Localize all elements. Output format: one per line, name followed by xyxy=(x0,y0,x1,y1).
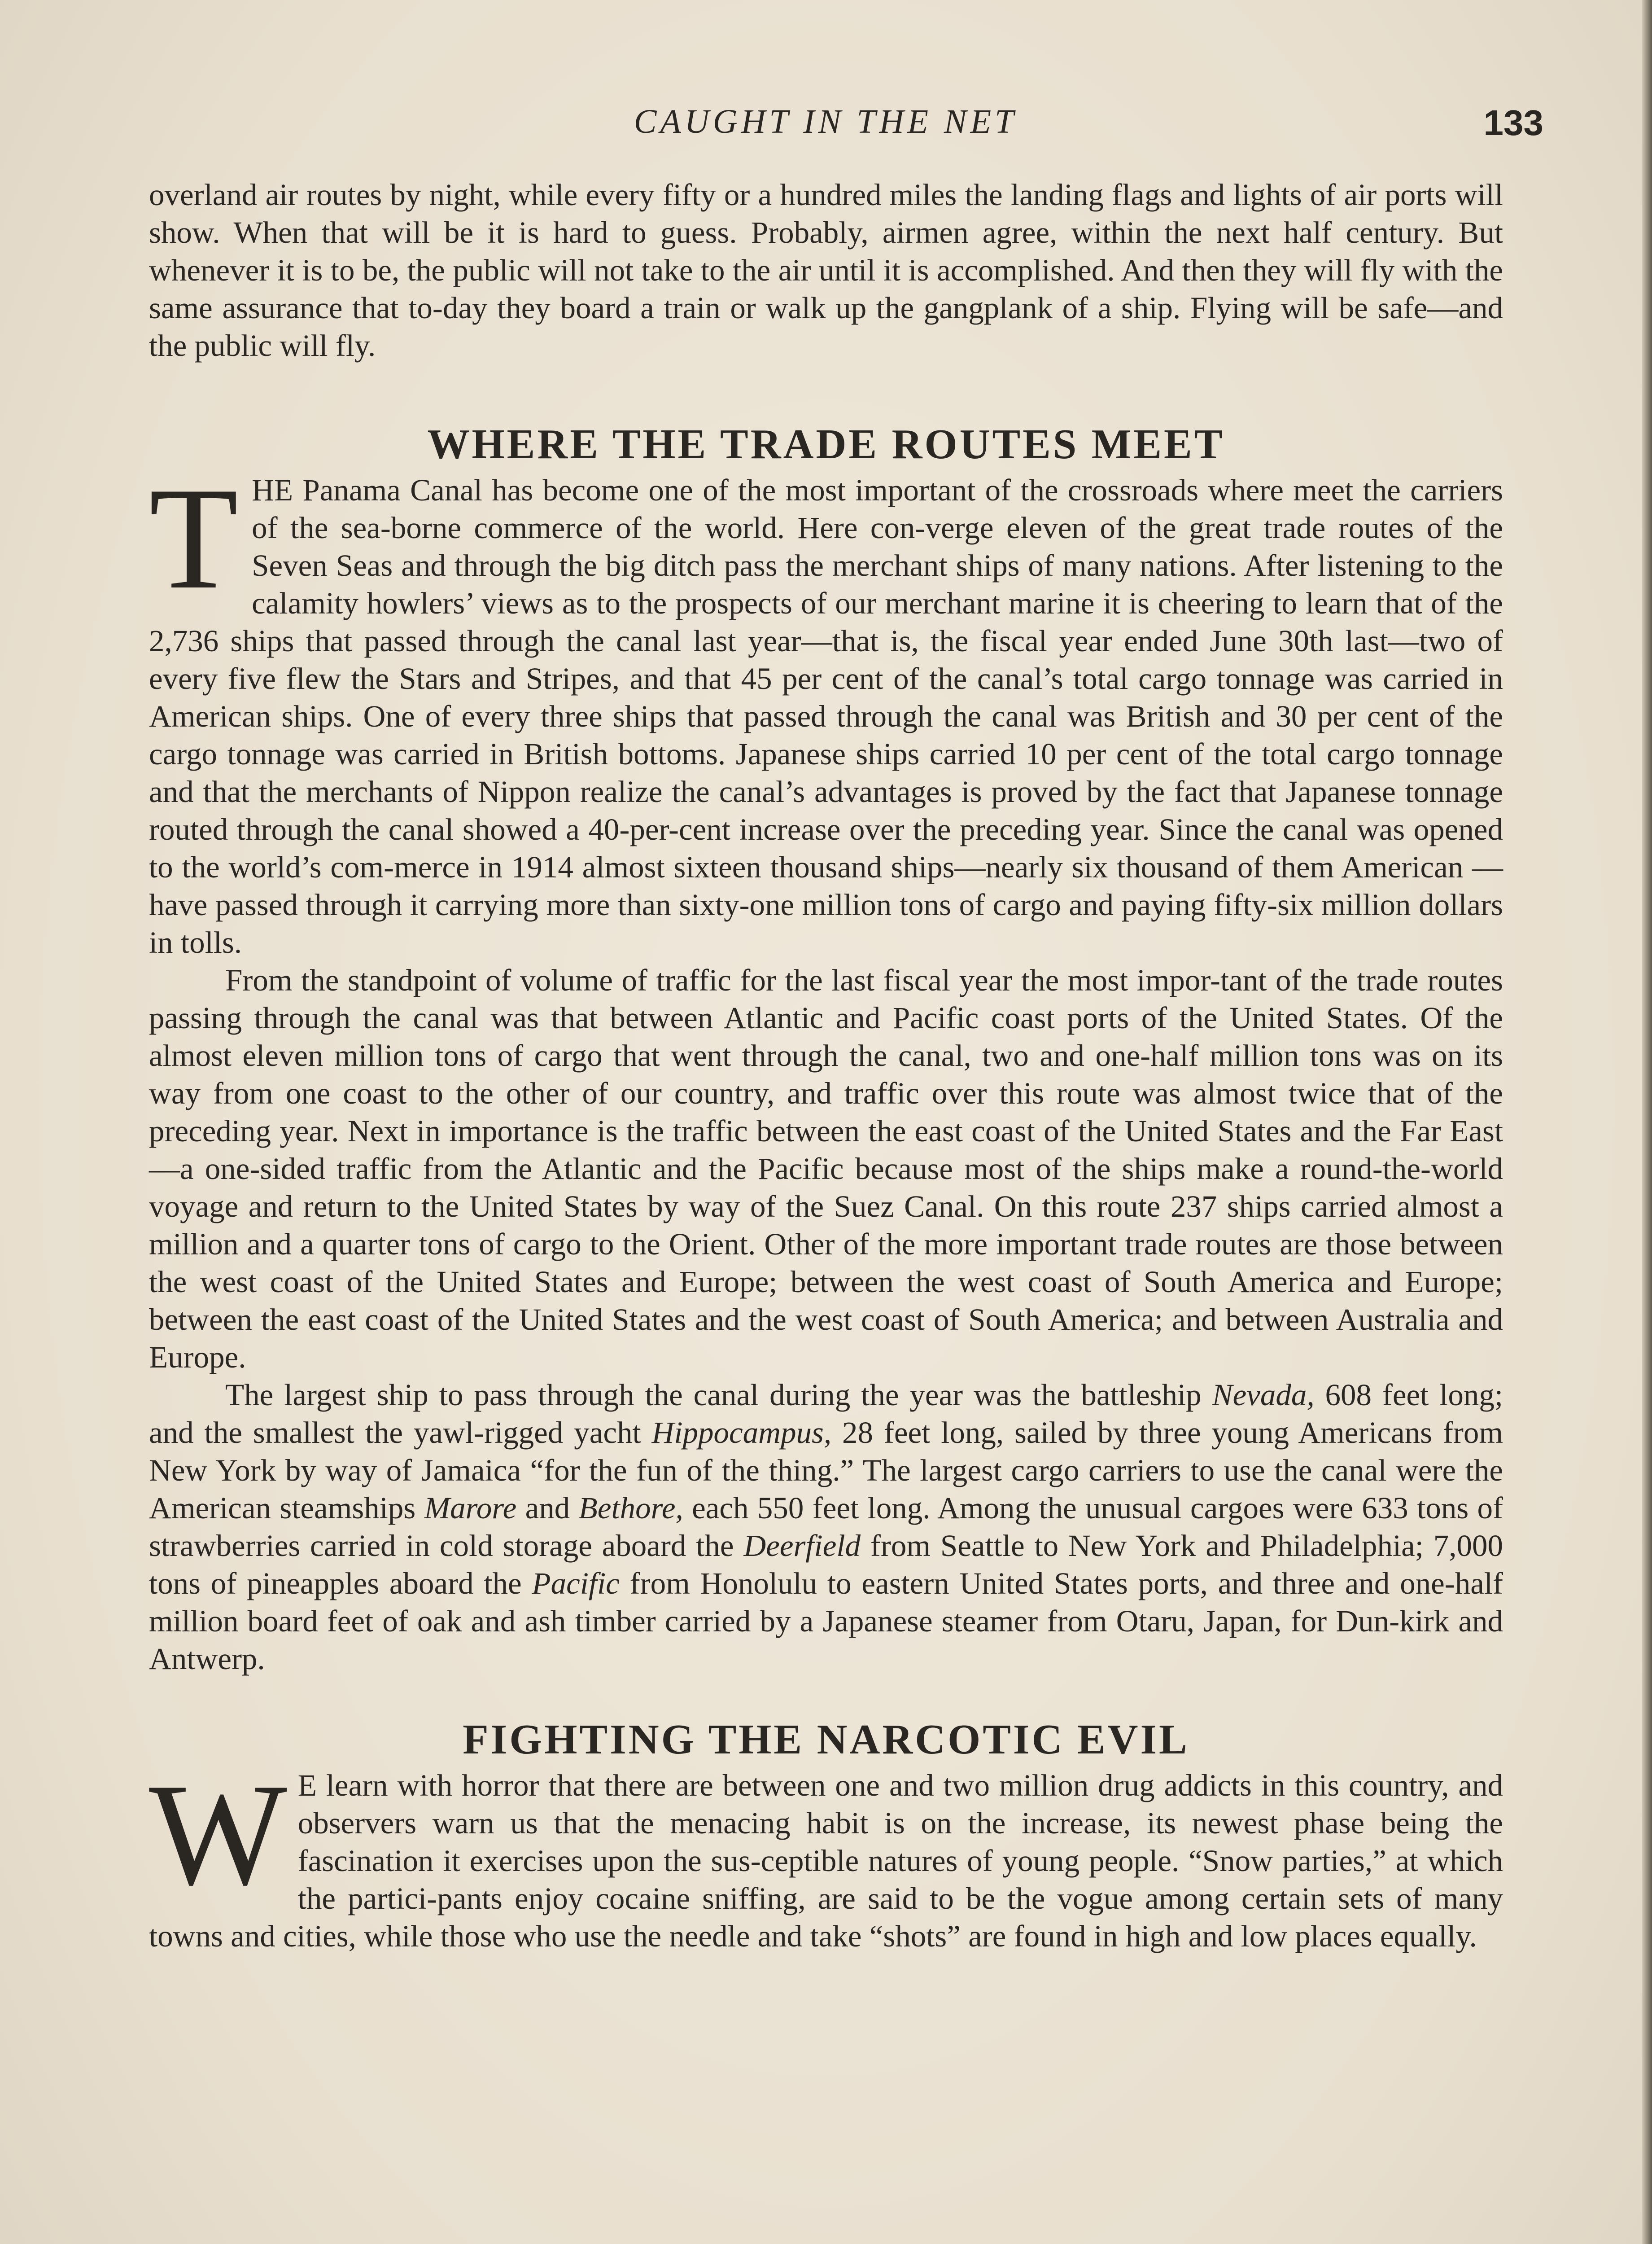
trade-routes-paragraph-1 xyxy=(149,457,1503,961)
ship-name-pacific: Pacific xyxy=(532,1566,620,1600)
ship-name-bethore: Bethore, xyxy=(578,1491,683,1525)
text-run: each 550 feet long. Among the unusual cargoes were 633 tons of strawberries carried in cold storage aboard the xyxy=(149,1491,1503,1563)
ship-name-hippocampus: Hippocampus, xyxy=(651,1416,832,1450)
drop-cap-t: T xyxy=(149,457,239,619)
page-number: 133 xyxy=(1483,103,1543,143)
text-run: from Honolulu to eastern United States ports, and three and one-half million board feet of oak and ash timber carried by a Japanese steamer from Otaru, Japan, for Dun-kirk and Antwerp. xyxy=(149,1566,1503,1676)
trade-routes-paragraph-3 xyxy=(149,1376,1503,1678)
section-heading-narcotic: FIGHTING THE NARCOTIC EVIL xyxy=(463,1716,1189,1763)
text-run: and xyxy=(525,1491,570,1525)
text-run: 28 feet long, sailed by three young Americans from New York by way of Jamaica “for the fun of the thing.” The largest cargo carriers to use the canal were the American steamships xyxy=(149,1416,1503,1525)
drop-cap-w: W xyxy=(149,1753,287,1915)
text-run: 608 feet long; and the smallest the yawl-rigged yacht xyxy=(149,1378,1503,1450)
running-header xyxy=(148,102,1543,143)
narcotic-paragraph-1-text: E learn with horror that there are between one and two million drug addicts in this country, and observers warn us that the menacing habit is on the increase, its newest phase being the fascination it exercises upon the sus-ceptible natures of young people. “Snow parties,” at which the partici-pants enjoy cocaine sniffing, are said to be the vogue among certain sets of many towns and cities, while those who use the needle and take “shots” are found in high and low places equally. xyxy=(149,1768,1503,1953)
running-title: CAUGHT IN THE NET xyxy=(634,103,1018,140)
text-run: from Seattle to New York and Philadelphia; 7,000 tons of pineapples aboard the xyxy=(149,1529,1503,1600)
trade-routes-paragraph-2: From the standpoint of volume of traffic for the last fiscal year the most impor-tant of the trade routes passing through the canal was that between Atlantic and Pacific coast ports of the United States. Of the almost eleven million tons of cargo that went through the canal, two and one-half million tons was on its way from one coast to the other of our country, and traffic over this route was almost twice that of the preceding year. Next in importance is the traffic between the east coast of the United States and the Far East—a one-sided traffic from the Atlantic and the Pacific because most of the ships make a round-the-world voyage and return to the United States by way of the Suez Canal. On this route 237 ships carried almost a million and a quarter tons of cargo to the Orient. Other of the more important trade routes are those between the west coast of the United States and Europe; between the west coast of South America and Europe; between the east coast of the United States and the west coast of South America; and between Australia and Europe. xyxy=(149,963,1503,1374)
ship-name-nevada: Nevada, xyxy=(1212,1378,1315,1412)
article-body xyxy=(149,176,1503,1955)
narcotic-paragraph-1 xyxy=(149,1753,1503,1955)
text-run: The largest ship to pass through the canal during the year was the battleship xyxy=(225,1378,1202,1412)
ship-name-marore: Marore xyxy=(424,1491,517,1525)
page-gutter-edge xyxy=(1642,0,1652,2244)
section-heading-trade-routes: WHERE THE TRADE ROUTES MEET xyxy=(427,421,1225,468)
ship-name-deerfield: Deerfield xyxy=(743,1529,861,1563)
intro-paragraph: overland air routes by night, while every fifty or a hundred miles the landing flags and lights of air ports will show. When that will be it is hard to guess. Probably, airmen agree, within the next half century. But whenever it is to be, the public will not take to the air until it is accomplished. And then they will fly with the same assurance that to-day they board a train or walk up the gangplank of a ship. Flying will be safe—and the public will fly. xyxy=(149,178,1503,363)
trade-routes-paragraph-1-text: HE Panama Canal has become one of the most important of the crossroads where meet the carriers of the sea-borne commerce of the world. Here con-verge eleven of the great trade routes of the Seven Seas and through the big ditch pass the merchant ships of many nations. After listening to the calamity howlers’ views as to the prospects of our merchant marine it is cheering to learn that of the 2,736 ships that passed through the canal last year—that is, the fiscal year ended June 30th last—two of every five flew the Stars and Stripes, and that 45 per cent of the canal’s total cargo tonnage was carried in American ships. One of every three ships that passed through the canal was British and 30 per cent of the cargo tonnage was carried in British bottoms. Japanese ships carried 10 per cent of the total cargo tonnage and that the merchants of Nippon realize the canal’s advantages is proved by the fact that Japanese tonnage routed through the canal showed a 40-per-cent increase over the preceding year. Since the canal was opened to the world’s com-merce in 1914 almost sixteen thousand ships—nearly six thousand of them American —have passed through it carrying more than sixty-one million tons of cargo and paying fifty-six million dollars in tolls. xyxy=(149,473,1503,960)
